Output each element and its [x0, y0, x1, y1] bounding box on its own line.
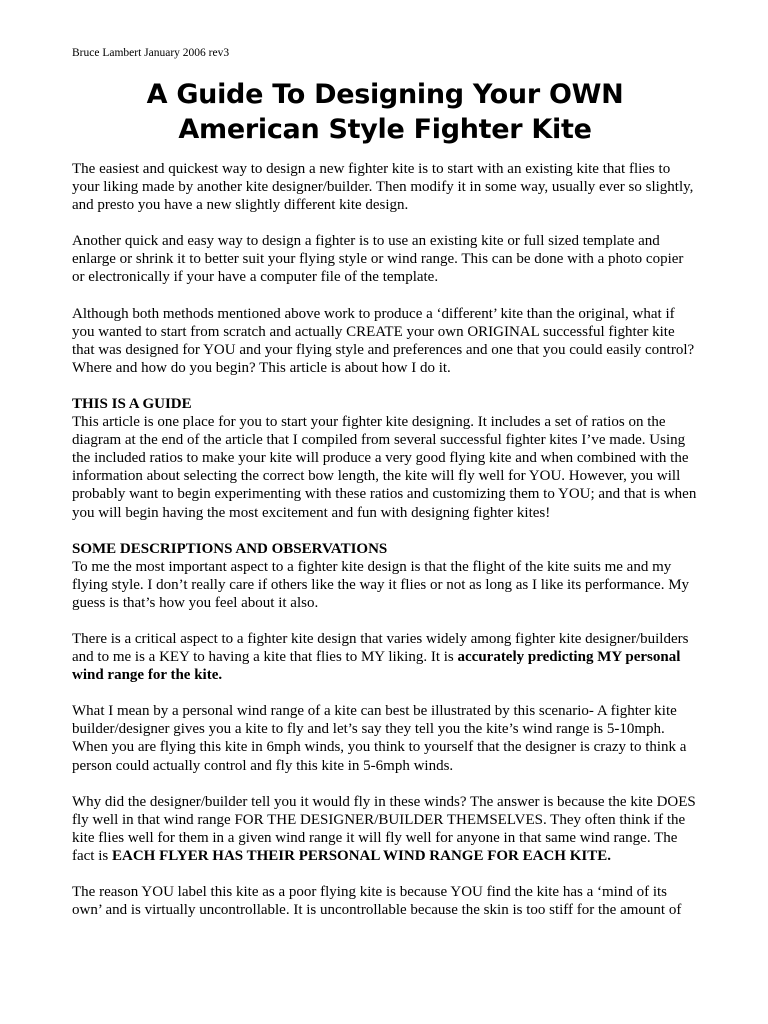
section-guide	[72, 395, 698, 522]
paragraph-original: Although both methods mentioned above work to produce a ‘different’ kite than the original, what if you wanted to start from scratch and actually CREATE your own ORIGINAL successful fighter kite that was designed for YOU and your flying style and preferences and one that you could easily control? Where and how do you begin? This article is about how I do it.	[72, 305, 695, 376]
paragraph-reason: The reason YOU label this kite as a poor flying kite is because YOU find the kite has a ‘mind of its own’ and is virtually uncontrollable. It is uncontrollable because the skin is too stiff for the amount of	[72, 884, 682, 919]
section-heading-guide: THIS IS A GUIDE	[72, 395, 192, 412]
title-line-2: American Style Fighter Kite	[178, 114, 592, 145]
document-title	[72, 77, 698, 147]
section-body-guide: This article is one place for you to start your fighter kite designing. It includes a set of ratios on the diagram at the end of the article that I compiled from several successful fighter kites I’ve made. Using the included ratios to make your kite will produce a very good flying kite and when combined with the information about selecting the correct bow length, the kite will fly well for YOU. However, you will probably want to begin experimenting with these ratios and customizing them to YOU; and that is when you will begin having the most excitement and fun with designing fighter kites!	[72, 414, 697, 521]
section-descriptions	[72, 540, 698, 612]
paragraph-why-bold: EACH FLYER HAS THEIR PERSONAL WIND RANGE FOR EACH KITE.	[111, 847, 611, 864]
paragraph-intro: The easiest and quickest way to design a new fighter kite is to start with an existing kite that flies to your liking made by another kite designer/builder. Then modify it in some way, usually ever so slightly, and presto you have a new slightly different kite design.	[72, 161, 694, 214]
section-heading-descriptions: SOME DESCRIPTIONS AND OBSERVATIONS	[72, 540, 388, 557]
paragraph-key-text: There is a critical aspect to a fighter kite design that varies widely among fighter kite designer/builders and to me is a KEY to having a kite that flies to MY liking. It is	[72, 630, 689, 666]
title-line-1: A Guide To Designing Your OWN	[146, 79, 624, 110]
document-page	[72, 46, 698, 937]
paragraph-why-text: Why did the designer/builder tell you it would fly in these winds? The answer is because the kite DOES fly well in that wind range FOR THE DESIGNER/BUILDER THEMSELVES. They often think if the kite flies well for them in a given wind range it will fly well for anyone in that same wind range. The fact is	[72, 793, 696, 864]
paragraph-template: Another quick and easy way to design a fighter is to use an existing kite or full sized template and enlarge or shrink it to better suit your flying style or wind range. This can be done with a photo copier or electronically if your have a computer file of the template.	[72, 233, 684, 286]
section-body-descriptions: To me the most important aspect to a fighter kite design is that the flight of the kite suits me and my flying style. I don’t really care if others like the way it flies or not as long as I like its performance. My guess is that’s how you feel about it also.	[72, 558, 690, 611]
byline: Bruce Lambert January 2006 rev3	[72, 47, 230, 59]
paragraph-key-bold: accurately predicting MY personal wind range for the kite.	[72, 649, 681, 684]
paragraph-scenario: What I mean by a personal wind range of a kite can best be illustrated by this scenario- A fighter kite builder/designer gives you a kite to fly and let’s say they tell you the kite’s wind range is 5-10mph. When you are flying this kite in 6mph winds, you think to yourself that the designer is crazy to think a person could actually control and fly this kite in 5-6mph winds.	[72, 703, 687, 774]
paragraph-key	[72, 630, 698, 684]
paragraph-why	[72, 793, 698, 865]
